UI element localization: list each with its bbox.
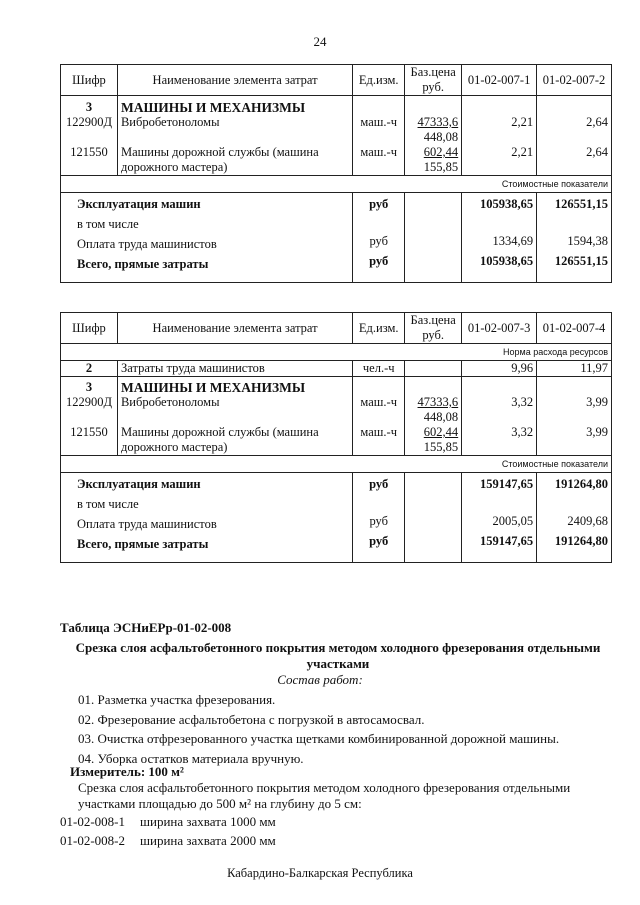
col-unit-header: Ед.изм. [353,313,405,344]
cost-band: Стоимостные показатели [61,456,612,473]
measure-description: Срезка слоя асфальтобетонного покрытия методом холодного фрезерования отдельными участками площадью до 500 м² на глубину до 5 см: [78,780,571,811]
table-label: Таблица ЭСНиЕРр-01-02-008 [60,620,232,635]
list-item: 01-02-008-2 ширина захвата 2000 мм [60,833,276,848]
summary-row: в том числе [61,494,612,514]
list-item: 02. Фрезерование асфальтобетона с погрузкой в автосамосвал. [78,711,425,727]
col-code-header: Шифр [61,65,118,96]
section-row: 3 МАШИНЫ И МЕХАНИЗМЫ [61,377,612,396]
col-v2-header: 01-02-007-4 [537,313,612,344]
summary-row: Всего, прямые затраты руб 105938,65 126551,15 [61,254,612,283]
table-header [61,65,612,96]
table-row: 122900Д Вибробетоноломы маш.-ч 47333,6 448,08 2,21 2,64 [61,115,612,145]
col-v1-header: 01-02-007-3 [462,313,537,344]
table-row: 121550 Машины дорожной службы (машина дорожного мастера) маш.-ч 602,44 155,85 2,21 2,64 [61,145,612,176]
col-price-header: Баз.цена руб. [405,65,462,96]
col-name-header: Наименование элемента затрат [117,313,352,344]
summary-row: в том числе [61,214,612,234]
col-name-header: Наименование элемента затрат [117,65,352,96]
resource-table-1 [60,64,612,283]
cost-band: Стоимостные показатели [61,176,612,193]
section-title: Срезка слоя асфальтобетонного покрытия методом холодного фрезерования отдельными участками [75,640,601,671]
norm-band: Норма расхода ресурсов [61,344,612,361]
summary-row: Оплата труда машинистов руб 2005,05 2409,68 [61,514,612,534]
list-item: 01. Разметка участка фрезерования. [78,692,276,707]
summary-row: Эксплуатация машин руб 105938,65 126551,15 [61,193,612,215]
col-v2-header: 01-02-007-2 [537,65,612,96]
resource-table-2 [60,312,612,563]
works-label: Состав работ: [277,672,363,687]
list-item: 04. Уборка остатков материала вручную. [78,750,304,766]
list-item: 01-02-008-1 ширина захвата 1000 мм [60,814,276,829]
section-row: 3 МАШИНЫ И МЕХАНИЗМЫ [61,96,612,116]
works-list [78,690,559,768]
items-list [60,812,276,850]
labor-row: 2 Затраты труда машинистов чел.-ч 9,96 11,97 [61,361,612,377]
col-price-header: Баз.цена руб. [405,313,462,344]
summary-row: Эксплуатация машин руб 159147,65 191264,80 [61,473,612,495]
footer-region: Кабардино-Балкарская Республика [227,866,413,880]
col-unit-header: Ед.изм. [353,65,405,96]
col-code-header: Шифр [61,313,118,344]
col-v1-header: 01-02-007-1 [462,65,537,96]
summary-row: Оплата труда машинистов руб 1334,69 1594,38 [61,234,612,254]
table-row: 122900Д Вибробетоноломы маш.-ч 47333,6 448,08 3,32 3,99 [61,395,612,425]
table-header [61,313,612,344]
summary-row: Всего, прямые затраты руб 159147,65 191264,80 [61,534,612,563]
list-item: 03. Очистка отфрезерованного участка щетками комбинированной дорожной машины. [78,731,560,746]
page-number: 24 [313,34,327,49]
measure-label: Измеритель: 100 м² [70,764,184,779]
table-row: 121550 Машины дорожной службы (машина дорожного мастера) маш.-ч 602,44 155,85 3,32 3,99 [61,425,612,456]
